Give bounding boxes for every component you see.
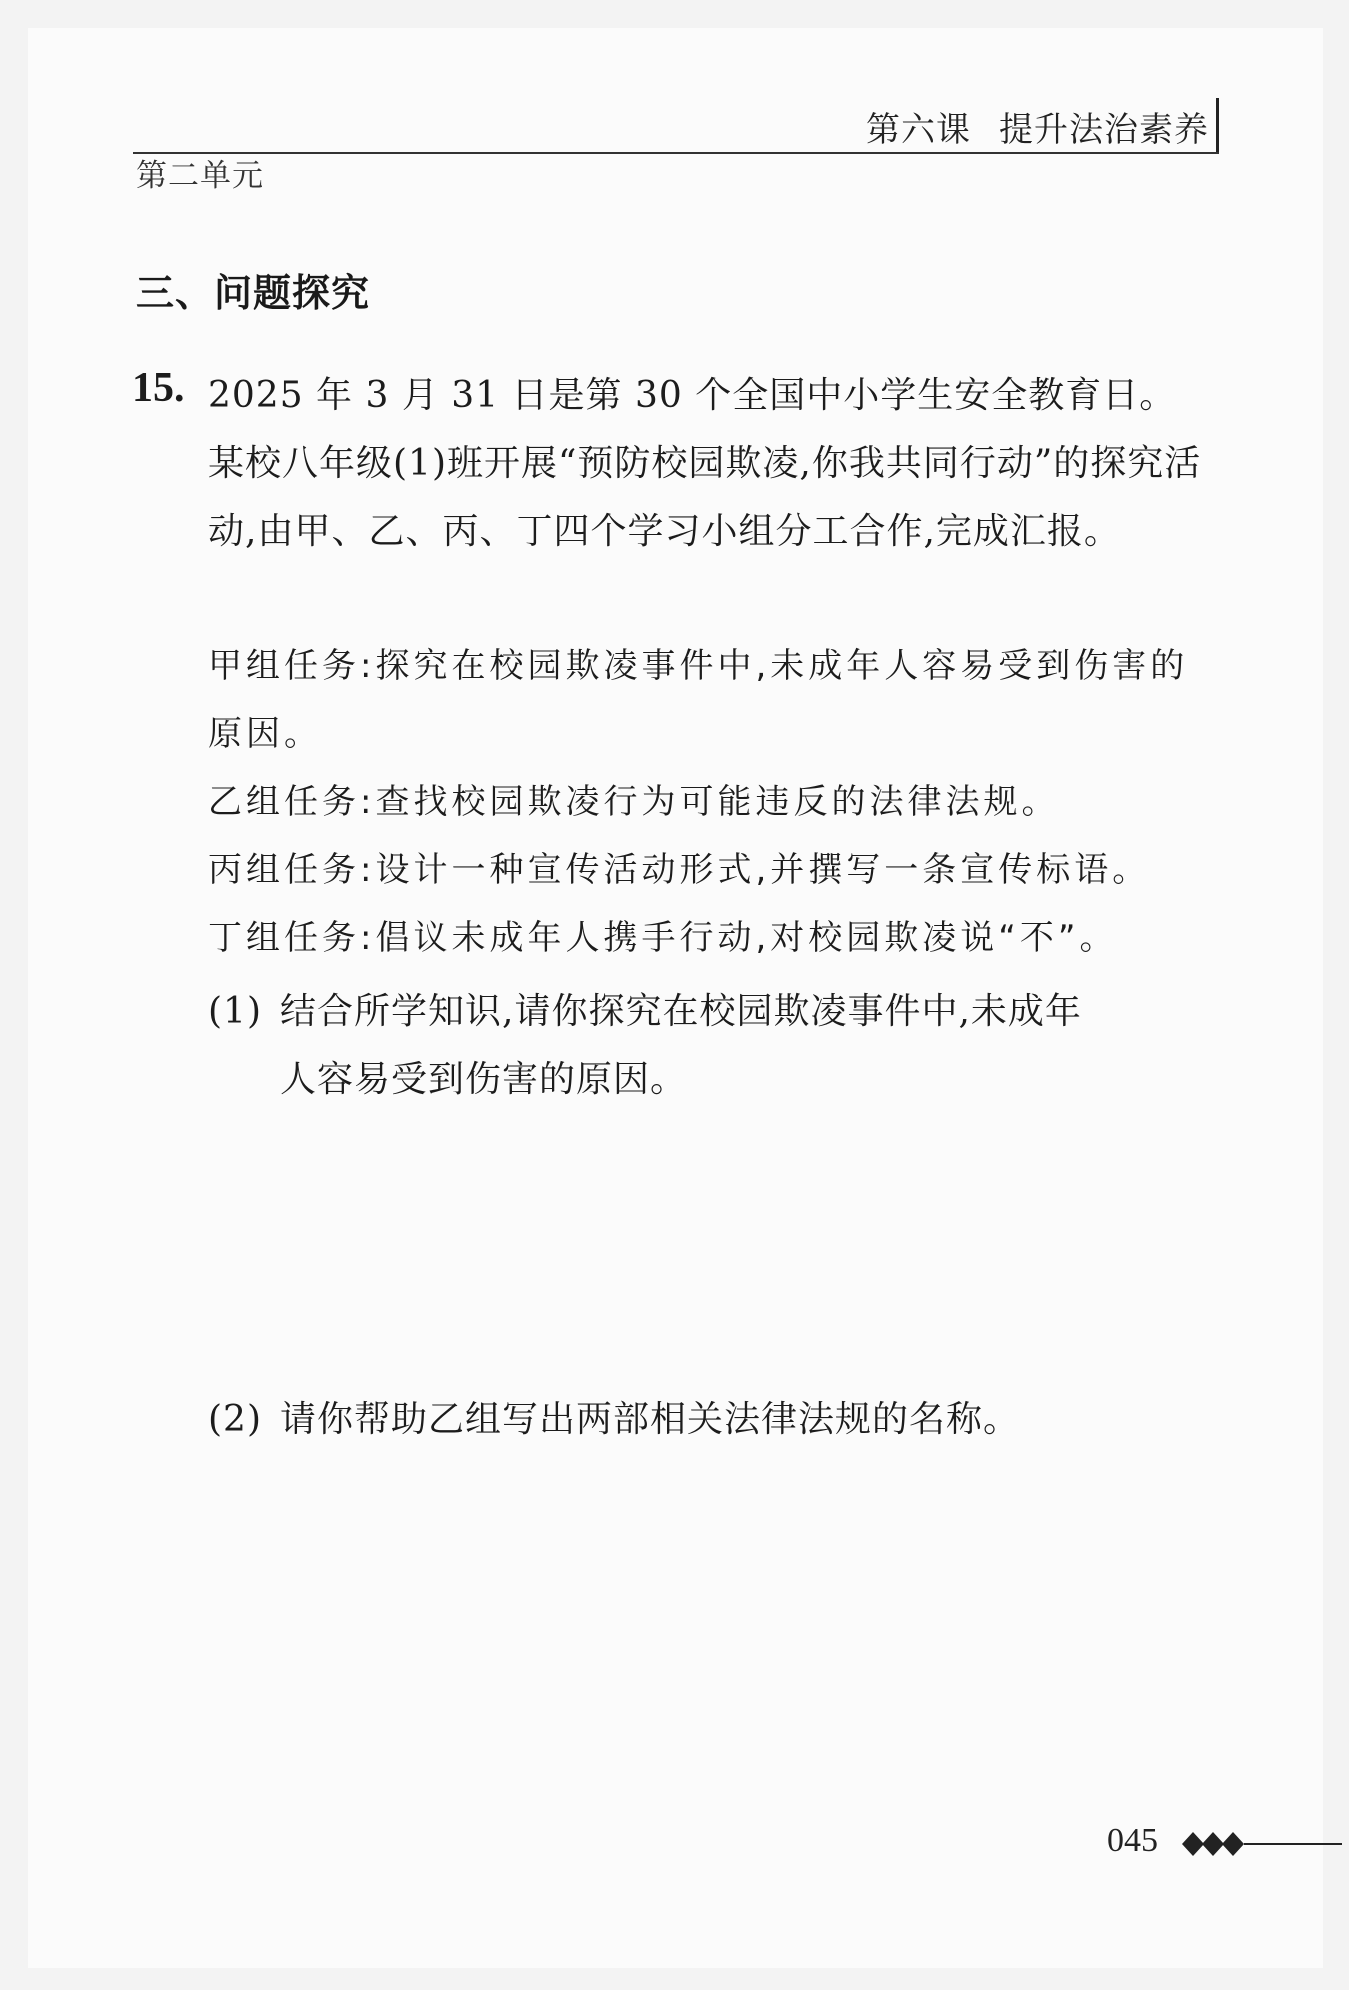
unit-label: 第二单元 — [136, 158, 264, 194]
task-yi: 乙组任务:查找校园欺凌行为可能违反的法律法规。 — [208, 782, 1060, 822]
sub-question-2 — [208, 1386, 1208, 1454]
page-number: 045 — [1107, 1822, 1158, 1859]
header-bar — [1216, 98, 1219, 154]
page-ornament-icon — [1182, 1826, 1342, 1862]
question-intro: 2025 年 3 月 31 日是第 30 个全国中小学生安全教育日。某校八年级(1)班开展“预防校园欺凌,你我共同行动”的探究活动,由甲、乙、丙、丁四个学习小组分工合作,完成汇报。 — [208, 375, 1202, 552]
task-ding: 丁组任务:倡议未成年人携手行动,对校园欺凌说“不”。 — [208, 918, 1118, 958]
sub-question-2-line1: 请你帮助乙组写出两部相关法律法规的名称。 — [280, 1399, 1021, 1440]
sub-question-1-number: (1) — [208, 991, 262, 1032]
section-title: 三、问题探究 — [136, 271, 371, 315]
header-rule — [133, 152, 1219, 154]
question-number: 15. — [132, 365, 185, 411]
running-header — [866, 102, 1209, 151]
task-bing: 丙组任务:设计一种宣传活动形式,并撰写一条宣传标语。 — [208, 850, 1151, 890]
task-jia: 甲组任务:探究在校园欺凌事件中,未成年人容易受到伤害的原因。 — [208, 646, 1189, 754]
sub-question-1 — [208, 978, 1208, 1114]
lesson-title: 提升法治素养 — [999, 110, 1209, 150]
sub-question-1-line1: 结合所学知识,请你探究在校园欺凌事件中,未成年 — [280, 991, 1082, 1032]
sub-question-2-number: (2) — [208, 1399, 262, 1440]
lesson-number: 第六课 — [866, 110, 971, 150]
sub-question-1-line2: 人容易受到伤害的原因。 — [280, 1059, 688, 1100]
